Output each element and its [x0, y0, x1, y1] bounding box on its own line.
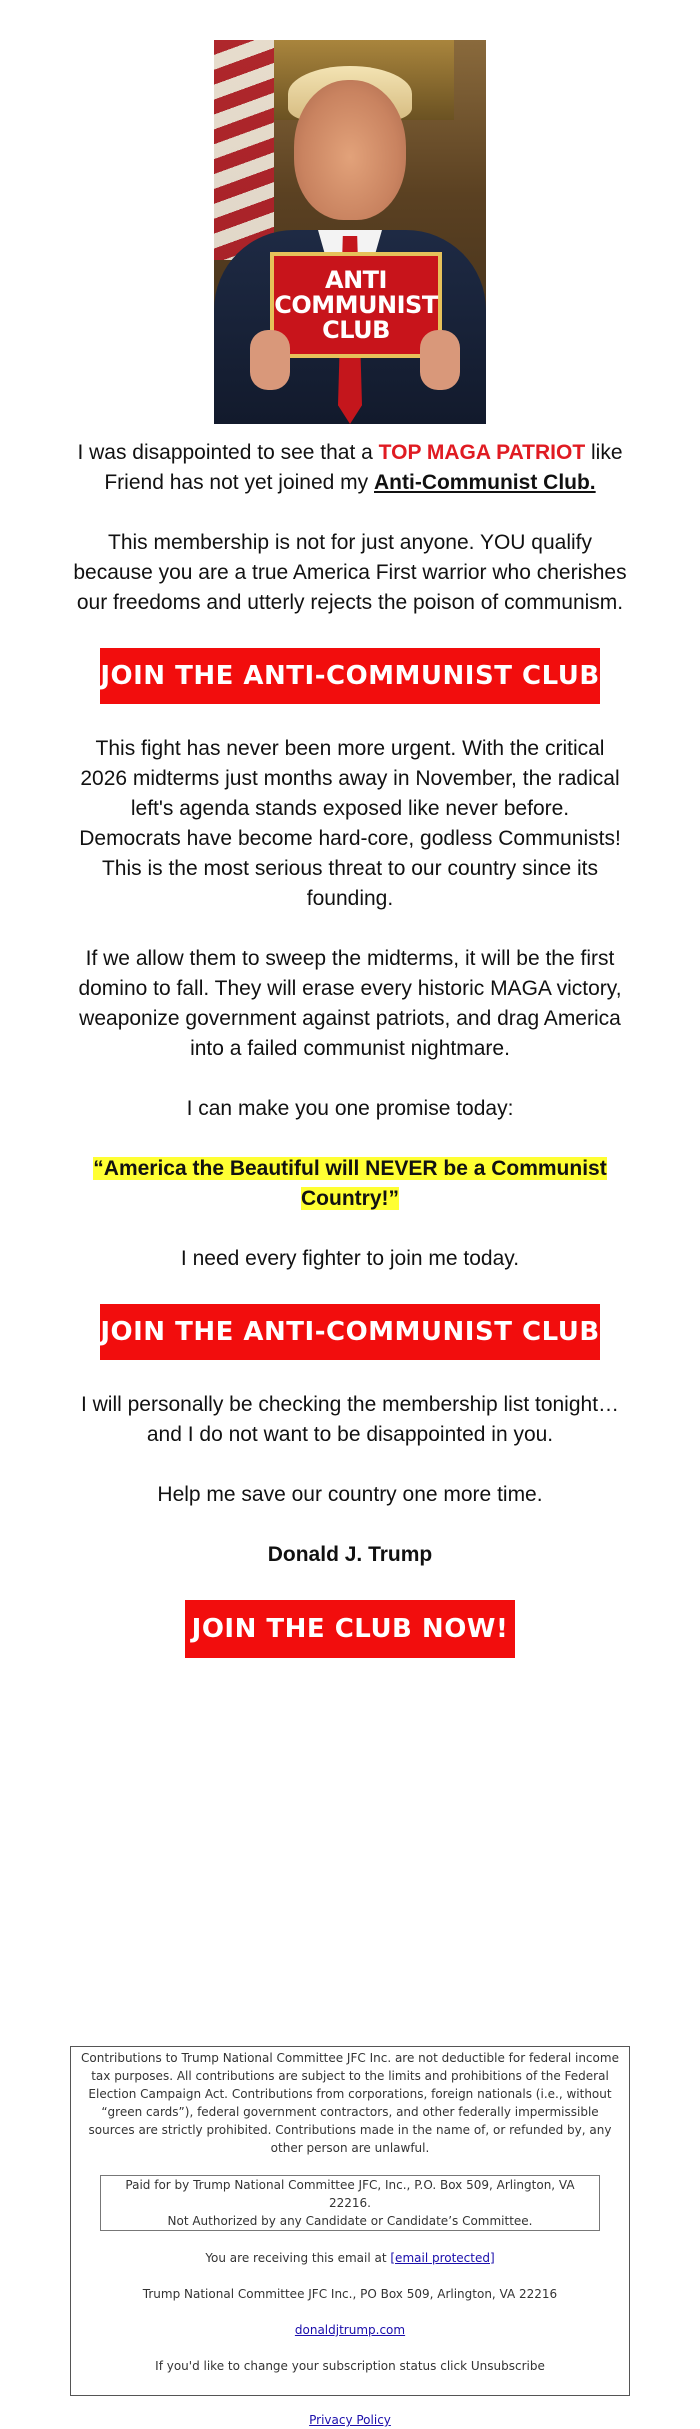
- email-link[interactable]: [email protected]: [390, 2251, 495, 2265]
- unsubscribe-line[interactable]: If you'd like to change your subscription status click Unsubscribe: [155, 2359, 545, 2373]
- signature: Donald J. Trump: [267, 1543, 433, 1566]
- midterms-paragraph: If we allow them to sweep the midterms, it will be the first domino to fall. They will erase every historic MAGA victory, weaponize government against patriots, and drag America into a failed communist nightmare.: [78, 947, 622, 1060]
- right-hand-shape: [420, 330, 460, 390]
- sign-line: ANTI: [325, 265, 387, 294]
- paid-for-box: [100, 2175, 600, 2231]
- anti-communist-club-link[interactable]: Anti-Communist Club.: [374, 471, 596, 494]
- head-shape: [294, 80, 406, 220]
- paid-for-line: Paid for by Trump National Committee JFC, Inc., P.O. Box 509, Arlington, VA 22216.: [125, 2178, 575, 2210]
- save-country-paragraph: Help me save our country one more time.: [157, 1483, 543, 1506]
- urgency-paragraph: This fight has never been more urgent. With the critical 2026 midterms just months away in November, the radical left's agenda stands exposed like never before.: [80, 737, 620, 820]
- threat-paragraph: Democrats have become hard-core, godless Communists! This is the most serious threat to our country since its founding.: [79, 827, 621, 910]
- anti-communist-club-sign: [270, 252, 442, 358]
- intro-paragraph: [70, 438, 630, 498]
- promise-paragraph: I can make you one promise today:: [186, 1097, 514, 1120]
- left-hand-shape: [250, 330, 290, 390]
- legal-footer: [70, 2046, 630, 2427]
- quote-paragraph: [70, 1154, 630, 1214]
- highlighted-quote: “America the Beautiful will NEVER be a Communist Country!”: [93, 1157, 607, 1210]
- privacy-line: [77, 2411, 623, 2429]
- intro-text: like Friend has not yet joined my: [104, 441, 623, 494]
- fighter-paragraph: I need every fighter to join me today.: [180, 1247, 520, 1270]
- join-club-now-button[interactable]: JOIN THE CLUB NOW!: [185, 1600, 515, 1658]
- receiving-prefix: You are receiving this email at: [205, 2251, 391, 2265]
- website-line: [77, 2321, 623, 2339]
- fec-disclaimer: Contributions to Trump National Committee JFC Inc. are not deductible for federal income tax purposes. All contributions are subject to the limits and prohibitions of the Federal Election Campaign Act. Contributions from corporations, foreign nationals (i.e., without “green cards”), federal government contractors, and other federally impermissible sources are strictly prohibited. Contributions made in the name of, or refunded by, any other person are unlawful.: [81, 2051, 619, 2155]
- sign-line: CLUB: [322, 315, 390, 344]
- join-club-button-2[interactable]: JOIN THE ANTI-COMMUNIST CLUB: [100, 1304, 600, 1360]
- email-body: [70, 40, 630, 1658]
- join-club-button-1[interactable]: JOIN THE ANTI-COMMUNIST CLUB: [100, 648, 600, 704]
- receiving-email-line: [77, 2249, 623, 2267]
- membership-paragraph: This membership is not for just anyone. YOU qualify because you are a true America First warrior who cherishes our freedoms and utterly rejects the poison of communism.: [73, 531, 627, 614]
- flag-backdrop: [214, 40, 274, 260]
- top-maga-patriot-highlight: TOP MAGA PATRIOT: [378, 441, 586, 464]
- intro-text: I was disappointed to see that a: [77, 441, 379, 464]
- sign-line: COMMUNIST: [274, 290, 438, 319]
- privacy-policy-link[interactable]: Privacy Policy: [309, 2413, 391, 2427]
- checking-list-paragraph: I will personally be checking the membership list tonight… and I do not want to be disappointed in you.: [80, 1393, 620, 1446]
- hero-photo: [214, 40, 486, 424]
- not-authorized-line: Not Authorized by any Candidate or Candidate’s Committee.: [167, 2214, 533, 2228]
- mailing-address: Trump National Committee JFC Inc., PO Box 509, Arlington, VA 22216: [142, 2287, 558, 2301]
- website-link[interactable]: donaldjtrump.com: [294, 2323, 406, 2337]
